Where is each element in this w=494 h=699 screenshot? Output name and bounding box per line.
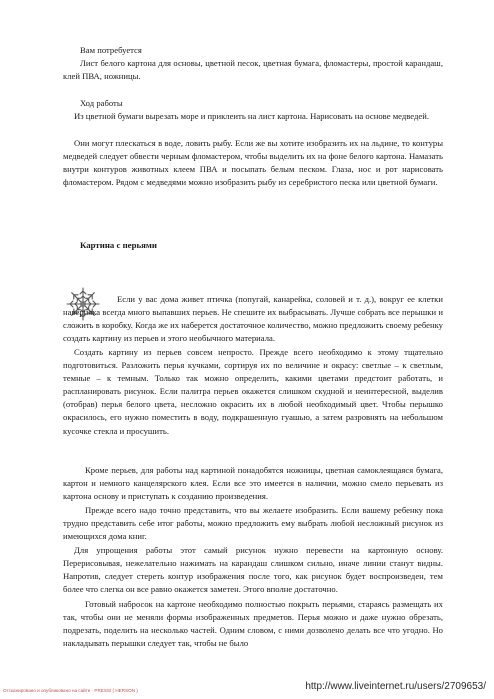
- section-paragraph-5: Для упрощения работы этот самый рисунок нужно перевести на картонную основу. Перерисовывая, нежелательно нажимать на карандаш слишком сильно, иначе линии станут видны. Напротив, следует стереть контур изображения после того, как рисунок будет воспроизведен, тем более что слегка он все равно окажется заметен. Этого вполне достаточно.: [63, 545, 443, 595]
- source-url-link[interactable]: http://www.liveinternet.ru/users/2709653/: [305, 681, 486, 692]
- section-paragraph-4: Прежде всего надо точно представить, что вы желаете изобразить. Если вашему ребенку пока трудно представить себе итог работы, можно предложить ему выбрать любой несложный рисунок из имеющихся дома книг.: [63, 505, 443, 542]
- scan-watermark: Отсканировано и опубликовано на сайте · PRESSI ( HERSON ): [3, 688, 138, 693]
- materials-text: Лист белого картона для основы, цветной песок, цветная бумага, фломастеры, простой карандаш, клей ПВА, ножницы.: [63, 58, 443, 82]
- section-paragraph-1: Если у вас дома живет птичка (попугай, канарейка, соловей и т. д.), вокруг ее клетки наверняка всегда много выпавших перьев. Не спешите их выбрасывать. Лучше собрать все перышки и сложить в коробку. Когда же их наберется достаточное количество, можно предложить своему ребенку создать картину из перьев и этого необычного материала.: [63, 294, 443, 344]
- section-paragraph-2: Создать картину из перьев совсем непросто. Прежде всего необходимо к этому тщательно подготовиться. Разложить перья кучками, сортируя их по величине и окрасу: светлые – к светлым, темные – к темным. Только так можно определить, какими цветами предстоит работать, и распланировать рисунок. Если палитра перьев окажется слишком скудной и неинтересной, выделив (отобрав) перья белого цвета, несложно окрасить их в любой необходимый цвет. Чтобы перышко окрасилось, его нужно поместить в воду, подкрашенную гуашью, а затем разровнять на небольшом кусочке стекла и просушить.: [63, 347, 443, 436]
- materials-title: Вам потребуется: [80, 45, 142, 55]
- work-paragraph-2: Они могут плескаться в воде, ловить рыбу. Если же вы хотите изобразить их на льдине, то контуры медведей следует обвести черным фломастером, чтобы выделить их на фоне белого картона. Намазать внутри контуров животных клеем ПВА и посыпать белым песком. Глаза, нос и рот нарисовать фломастером. Рядом с медведями можно изобразить рыбу из серебристого песка или цветной бумаги.: [63, 138, 443, 188]
- work-paragraph-1: Из цветной бумаги вырезать море и приклеить на лист картона. Нарисовать на основе медведей.: [74, 111, 430, 121]
- work-title: Ход работы: [80, 98, 123, 108]
- section-paragraph-3: Кроме перьев, для работы над картиной понадобятся ножницы, цветная самоклеящаяся бумага, картон и немного канцелярского клея. Если все это имеется в наличии, можно смело перьевать из картона основу и приступать к созданию произведения.: [63, 465, 443, 502]
- section-heading: Картина с перьями: [80, 240, 157, 250]
- section-paragraph-6: Готовый набросок на картоне необходимо полностью покрыть перьями, стараясь размещать их так, чтобы они не меняли формы изображенных предметов. Перья можно и даже нужно обрезать, подрезать, поделить на несколько частей. Одним словом, с ними дозволено делать все что угодно. Но накладывать перышки следует так, чтобы не было: [63, 599, 443, 649]
